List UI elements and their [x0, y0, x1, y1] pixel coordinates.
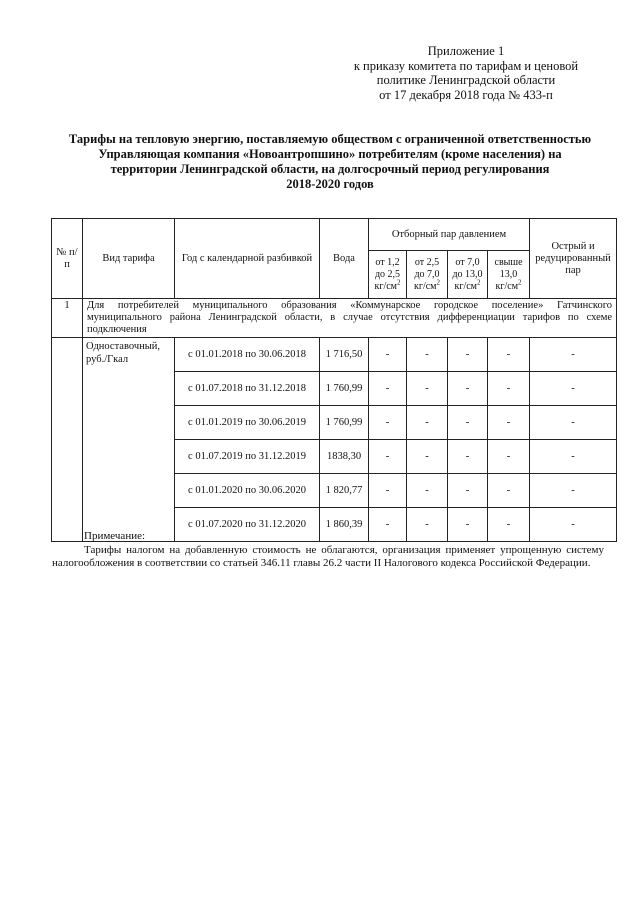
- title-line: Управляющая компания «Новоантропшино» потребителям (кроме населения) на: [98, 147, 562, 161]
- steam-range-label: от 7,0 до 13,0: [452, 256, 483, 280]
- period-cell: с 01.07.2019 по 31.12.2019: [175, 440, 320, 474]
- unit-power: 2: [518, 278, 522, 287]
- steam-cell: -: [488, 440, 530, 474]
- appendix-block: [330, 44, 602, 102]
- steam-cell: -: [407, 372, 448, 406]
- header-steam-range: [369, 251, 407, 299]
- header-num: № п/п: [52, 219, 83, 299]
- header-steam-range: [448, 251, 488, 299]
- tariff-type-cell: Одноставочный, руб./Гкал: [83, 338, 175, 542]
- header-tariff-type: Вид тарифа: [83, 219, 175, 299]
- water-cell: 1 820,77: [320, 474, 369, 508]
- water-cell: 1 760,99: [320, 372, 369, 406]
- sharp-steam-cell: -: [530, 508, 617, 542]
- header-steam-range: [488, 251, 530, 299]
- steam-cell: -: [407, 474, 448, 508]
- steam-cell: -: [369, 474, 407, 508]
- steam-cell: -: [488, 372, 530, 406]
- period-cell: с 01.01.2020 по 30.06.2020: [175, 474, 320, 508]
- steam-cell: -: [407, 440, 448, 474]
- unit-label: кг/см: [454, 280, 477, 292]
- period-cell: с 01.07.2020 по 31.12.2020: [175, 508, 320, 542]
- steam-cell: -: [407, 338, 448, 372]
- steam-cell: -: [448, 508, 488, 542]
- unit-power: 2: [397, 278, 401, 287]
- period-cell: с 01.07.2018 по 31.12.2018: [175, 372, 320, 406]
- steam-cell: -: [488, 406, 530, 440]
- appendix-line: политике Ленинградской области: [376, 73, 556, 87]
- period-cell: с 01.01.2019 по 30.06.2019: [175, 406, 320, 440]
- header-sharp-steam: Острый и редуцированный пар: [530, 219, 617, 299]
- steam-cell: -: [448, 440, 488, 474]
- appendix-line: к приказу комитета по тарифам и ценовой: [353, 58, 579, 73]
- steam-cell: -: [369, 508, 407, 542]
- steam-cell: -: [448, 406, 488, 440]
- steam-cell: -: [448, 338, 488, 372]
- title-line: 2018-2020 годов: [286, 177, 374, 191]
- water-cell: 1 860,39: [320, 508, 369, 542]
- sharp-steam-cell: -: [530, 474, 617, 508]
- steam-range-label: свыше 13,0: [494, 256, 523, 280]
- sharp-steam-cell: -: [530, 406, 617, 440]
- unit-label: кг/см: [495, 280, 519, 292]
- unit-label: кг/см: [374, 280, 397, 292]
- unit-power: 2: [436, 278, 440, 287]
- steam-cell: -: [448, 474, 488, 508]
- appendix-line: Приложение 1: [427, 44, 505, 58]
- appendix-line: от 17 декабря 2018 года № 433-п: [379, 87, 553, 102]
- steam-cell: -: [369, 372, 407, 406]
- empty-num-cell: [52, 338, 83, 542]
- header-steam-range: [407, 251, 448, 299]
- section-description: Для потребителей муниципального образования «Коммунарское городское поселение» Гатчинского муниципального района Ленинградской области, в случае отсутствия дифференциации тарифов по схеме подключения: [83, 299, 617, 338]
- section-number: 1: [52, 299, 83, 338]
- document-title: [40, 132, 620, 192]
- unit-label: кг/см: [413, 280, 437, 292]
- steam-cell: -: [369, 338, 407, 372]
- sharp-steam-cell: -: [530, 440, 617, 474]
- steam-cell: -: [369, 440, 407, 474]
- title-line: Тарифы на тепловую энергию, поставляемую обществом с ограниченной ответственностью: [68, 132, 592, 146]
- steam-cell: -: [407, 508, 448, 542]
- header-period: Год с календарной разбивкой: [175, 219, 320, 299]
- tariff-table: [51, 218, 617, 542]
- unit-power: 2: [477, 278, 481, 287]
- header-steam-group: Отборный пар давлением: [369, 219, 530, 251]
- sharp-steam-cell: -: [530, 338, 617, 372]
- steam-cell: -: [488, 338, 530, 372]
- period-cell: с 01.01.2018 по 30.06.2018: [175, 338, 320, 372]
- note-block: [52, 530, 604, 571]
- steam-cell: -: [407, 406, 448, 440]
- steam-cell: -: [369, 406, 407, 440]
- steam-cell: -: [488, 474, 530, 508]
- sharp-steam-cell: -: [530, 372, 617, 406]
- water-cell: 1838,30: [320, 440, 369, 474]
- steam-range-label: от 1,2 до 2,5: [374, 256, 401, 280]
- water-cell: 1 716,50: [320, 338, 369, 372]
- water-cell: 1 760,99: [320, 406, 369, 440]
- steam-cell: -: [488, 508, 530, 542]
- title-line: территории Ленинградской области, на долгосрочный период регулирования: [110, 162, 550, 176]
- note-text: Тарифы налогом на добавленную стоимость не облагаются, организация применяет упрощенную систему налогообложения в соответствии со статьей 346.11 главы 26.2 части II Налогового кодекса Российской Федерации.: [52, 543, 604, 569]
- header-water: Вода: [320, 219, 369, 299]
- steam-range-label: от 2,5 до 7,0: [414, 256, 440, 280]
- note-label: Примечание:: [84, 530, 146, 542]
- steam-cell: -: [448, 372, 488, 406]
